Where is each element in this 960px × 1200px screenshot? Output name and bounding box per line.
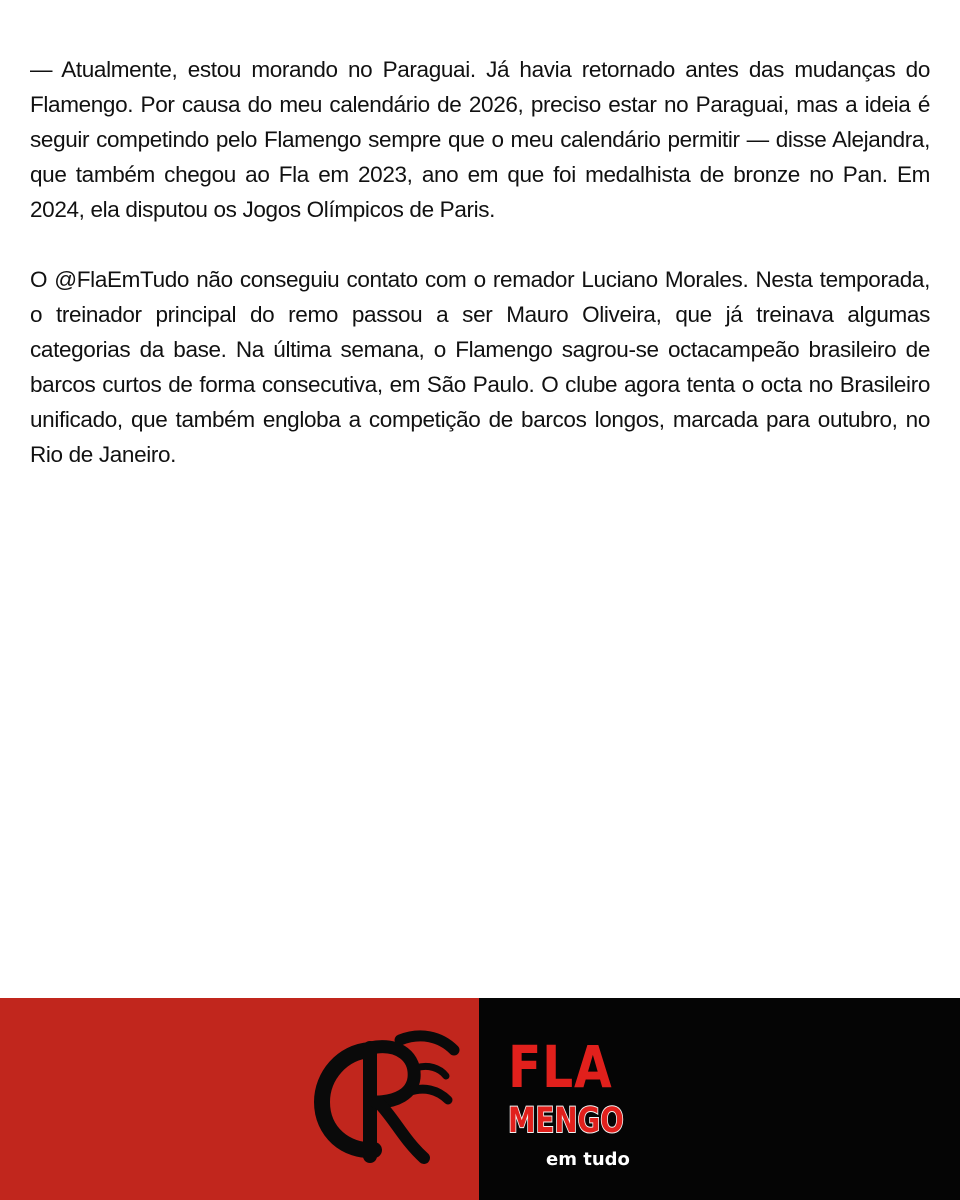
footer-banner xyxy=(0,998,960,1200)
brand-fla-text: FLA xyxy=(508,1033,613,1101)
brand-mengo-text: MENGO xyxy=(508,1101,624,1141)
article-body xyxy=(30,52,930,507)
paragraph-1: — Atualmente, estou morando no Paraguai. Já havia retornado antes das mudanças do Flamengo. Por causa do meu calendário de 2026, preciso estar no Paraguai, mas a ideia é seguir competindo pelo Flamengo sempre que o meu calendário permitir — disse Alejandra, que também chegou ao Fla em 2023, ano em que foi medalhista de bronze no Pan. Em 2024, ela disputou os Jogos Olímpicos de Paris. xyxy=(30,57,930,222)
brand-tagline: em tudo xyxy=(546,1149,630,1170)
paragraph-2: O @FlaEmTudo não conseguiu contato com o remador Luciano Morales. Nesta temporada, o treinador principal do remo passou a ser Mauro Oliveira, que já treinava algumas categorias da base. Na última semana, o Flamengo sagrou-se octacampeão brasileiro de barcos curtos de forma consecutiva, em São Paulo. O clube agora tenta o octa no Brasileiro unificado, que também engloba a competição de barcos longos, marcada para outubro, no Rio de Janeiro. xyxy=(30,267,930,467)
flamengo-em-tudo-logo xyxy=(508,1033,668,1178)
crf-monogram-logo xyxy=(312,1028,462,1168)
